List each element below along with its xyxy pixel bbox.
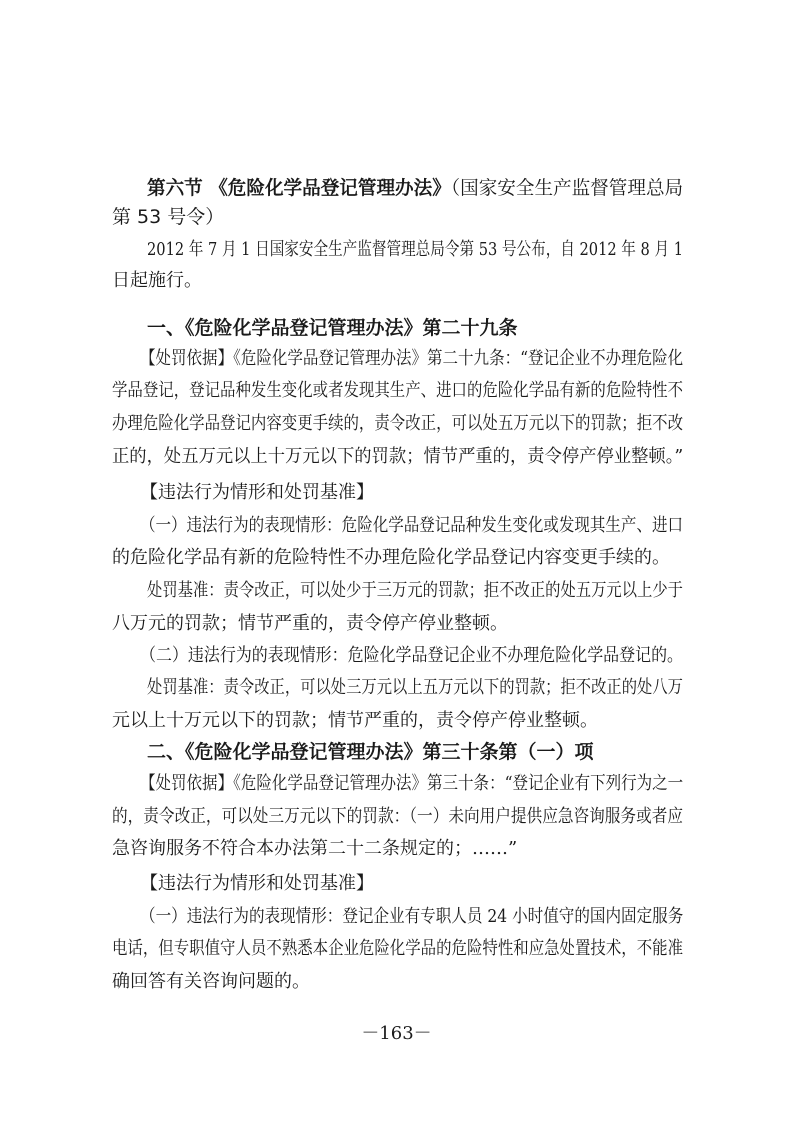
part1-basis-line-3: 办理危险化学品登记内容变更手续的，责令改正，可以处五万元以下的罚款；拒不改	[112, 413, 684, 434]
part1-case1-penalty-line-1: 处罚基准：责令改正，可以处少于三万元的罚款；拒不改正的处五万元以上少于	[147, 580, 684, 601]
intro-line-1: 2012 年 7 月 1 日国家安全生产监督管理总局令第 53 号公布，自 2012 年 8 月 1	[147, 239, 684, 260]
page-number: －163－	[361, 1023, 432, 1044]
intro-line-2: 日起施行。	[112, 270, 202, 291]
section-title-line2: 第 53 号令）	[112, 206, 225, 228]
part2-basis-line-1: 【处罚依据】《危险化学品登记管理办法》第三十条：“登记企业有下列行为之一	[140, 773, 684, 794]
part2-basis-line-3: 急咨询服务不符合本办法第二十二条规定的；……”	[112, 838, 518, 859]
part1-case2-penalty-line-2: 元以上十万元以下的罚款；情节严重的，责令停产停业整顿。	[112, 710, 598, 731]
section-title-bold: 第六节 《危险化学品登记管理办法》	[147, 177, 451, 199]
part1-case1-penalty-line-2: 八万元的罚款；情节严重的，责令停产停业整顿。	[112, 613, 508, 634]
part1-criteria-label: 【违法行为情形和处罚基准】	[140, 482, 374, 503]
part1-case2-penalty-line-1: 处罚基准：责令改正，可以处三万元以上五万元以下的罚款；拒不改正的处八万	[147, 677, 684, 698]
part1-heading: 一、《危险化学品登记管理办法》第二十九条	[147, 317, 518, 339]
part2-case1-line-2: 电话，但专职值守人员不熟悉本企业危险化学品的危险特性和应急处置技术，不能准	[112, 938, 684, 959]
part1-basis-line-2: 学品登记，登记品种发生变化或者发现其生产、进口的危险化学品有新的危险特性不	[112, 380, 684, 401]
part1-case2-line-1: （二）违法行为的表现情形：危险化学品登记企业不办理危险化学品登记的。	[140, 645, 684, 666]
part1-basis-line-4: 正的，处五万元以上十万元以下的罚款；情节严重的，责令停产停业整顿。”	[112, 446, 684, 467]
part2-criteria-label: 【违法行为情形和处罚基准】	[140, 873, 374, 894]
section-title-rest: （国家安全生产监督管理总局	[450, 177, 684, 199]
part2-heading: 二、《危险化学品登记管理办法》第三十条第（一）项	[147, 741, 594, 763]
part1-case1-line-1: （一）违法行为的表现情形：危险化学品登记品种发生变化或发现其生产、进口	[140, 515, 683, 536]
part1-case1-line-2: 的危险化学品有新的危险特性不办理危险化学品登记内容变更手续的。	[112, 547, 670, 568]
part2-case1-line-3: 确回答有关咨询问题的。	[112, 971, 310, 992]
part1-basis-line-1: 【处罚依据】《危险化学品登记管理办法》第二十九条：“登记企业不办理危险化	[140, 348, 684, 369]
part2-basis-line-2: 的，责令改正，可以处三万元以下的罚款：（一）未向用户提供应急咨询服务或者应	[112, 806, 683, 827]
section-title	[147, 176, 683, 200]
part2-case1-line-1: （一）违法行为的表现情形：登记企业有专职人员 24 小时值守的国内固定服务	[140, 906, 684, 927]
